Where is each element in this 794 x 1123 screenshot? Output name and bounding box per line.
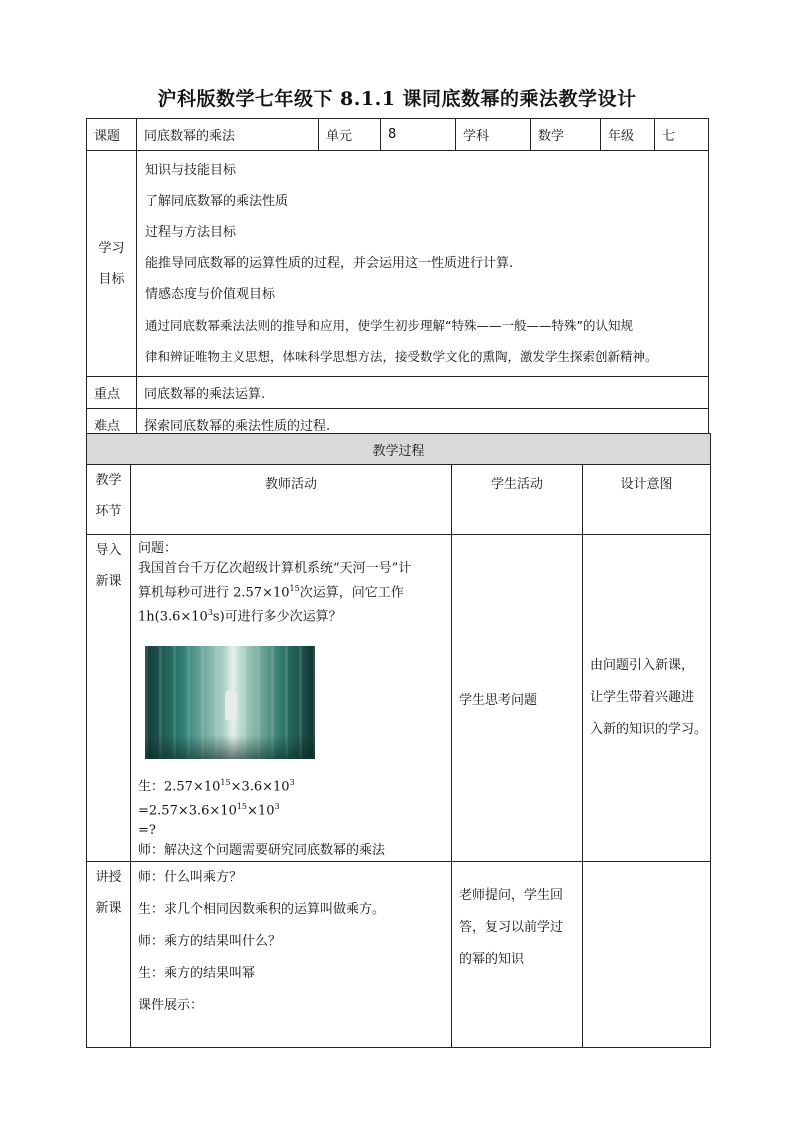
student-answer-line: 生：$2.57\times 10^{15}\times 3.6\times 10^3$ [138,777,295,794]
teaching-process-table [86,433,711,1048]
student-answer-line: =? [138,823,156,839]
topic-label: 课题 [87,119,137,151]
intro-teacher-activity [131,535,452,862]
header-row [87,119,709,151]
lecture-line: 课件展示： [138,998,204,1014]
objective-line: 情感态度与价值观目标 [145,287,276,302]
lecture-line: 生：求几个相同因数乘积的运算叫做乘方。 [138,902,386,918]
question-line: $1h(3.6\times 10^3s)$可进行多少次运算？ [138,608,342,625]
lecture-line: 师：乘方的结果叫什么？ [138,934,282,950]
question-line: 我国首台千万亿次超级计算机系统“天河一号”计 [138,561,412,576]
lesson-info-table [86,118,709,441]
lecture-line: 生：乘方的结果叫幂 [138,966,256,982]
question-label: 问题： [138,541,178,556]
lecture-teacher-activity [131,862,452,1048]
objective-line: 律和辨证唯物主义思想，体味科学思想方法，接受数学文化的熏陶，激发学生探索创新精神。 [145,349,658,364]
question-line: 算机每秒可进行 $2.57\times 10^{15}$次运算，问它工作 [138,584,404,601]
objective-line: 了解同底数幂的乘法性质 [145,194,289,209]
objective-line: 能推导同底数幂的运算性质的过程，并会运用这一性质进行计算. [145,256,514,271]
intro-student-activity: 学生思考问题 [452,535,583,862]
difficulty-text: 探索同底数幂的乘法性质的过程. [137,409,709,441]
objective-line: 知识与技能目标 [145,163,237,178]
grade-label: 年级 [601,119,655,151]
topic-value: 同底数幂的乘法 [137,119,319,151]
subject-label: 学科 [456,119,531,151]
student-column-header: 学生活动 [452,465,583,535]
page-title: 沪科版数学七年级下 8.1.1 课同底数幂的乘法教学设计 [157,88,637,110]
student-answer-line: $=2.57\times 3.6\times 10^{15}\times 10^3$ [138,801,280,819]
lecture-line: 师：什么叫乘方？ [138,870,243,886]
intro-stage: 导入 新课 [87,535,131,862]
stage-column-header: 教学 环节 [87,465,131,535]
process-column-headers [87,465,711,535]
objective-line: 过程与方法目标 [145,225,237,240]
objectives-content [137,151,709,377]
objectives-row [87,151,709,377]
objective-line: 通过同底数幂乘法法则的推导和应用，使学生初步理解“特殊——一般——特殊”的认知规 [145,318,633,333]
key-point-text: 同底数幂的乘法运算. [137,377,709,409]
intro-row [87,535,711,862]
unit-value: 8 [381,119,456,151]
grade-value: 七 [655,119,709,151]
lecture-student-activity: 老师提问，学生回 答，复习以前学过 的幂的知识 [452,862,583,1048]
lecture-row [87,862,711,1048]
key-point-row [87,377,709,409]
lecture-design-intent [583,862,711,1048]
intro-design-intent: 由问题引入新课， 让学生带着兴趣进 入新的知识的学习。 [583,535,711,862]
teacher-column-header: 教师活动 [131,465,452,535]
process-band-row [87,434,711,465]
objectives-label: 学习 目标 [87,151,137,377]
intent-column-header: 设计意图 [583,465,711,535]
supercomputer-photo [145,646,315,759]
teacher-line: 师：解决这个问题需要研究同底数幂的乘法 [138,843,386,859]
person-figure [225,690,237,720]
lecture-stage: 讲授 新课 [87,862,131,1048]
process-band: 教学过程 [87,434,711,465]
unit-label: 单元 [319,119,381,151]
difficulty-label: 难点 [87,409,137,441]
subject-value: 数学 [531,119,601,151]
key-point-label: 重点 [87,377,137,409]
